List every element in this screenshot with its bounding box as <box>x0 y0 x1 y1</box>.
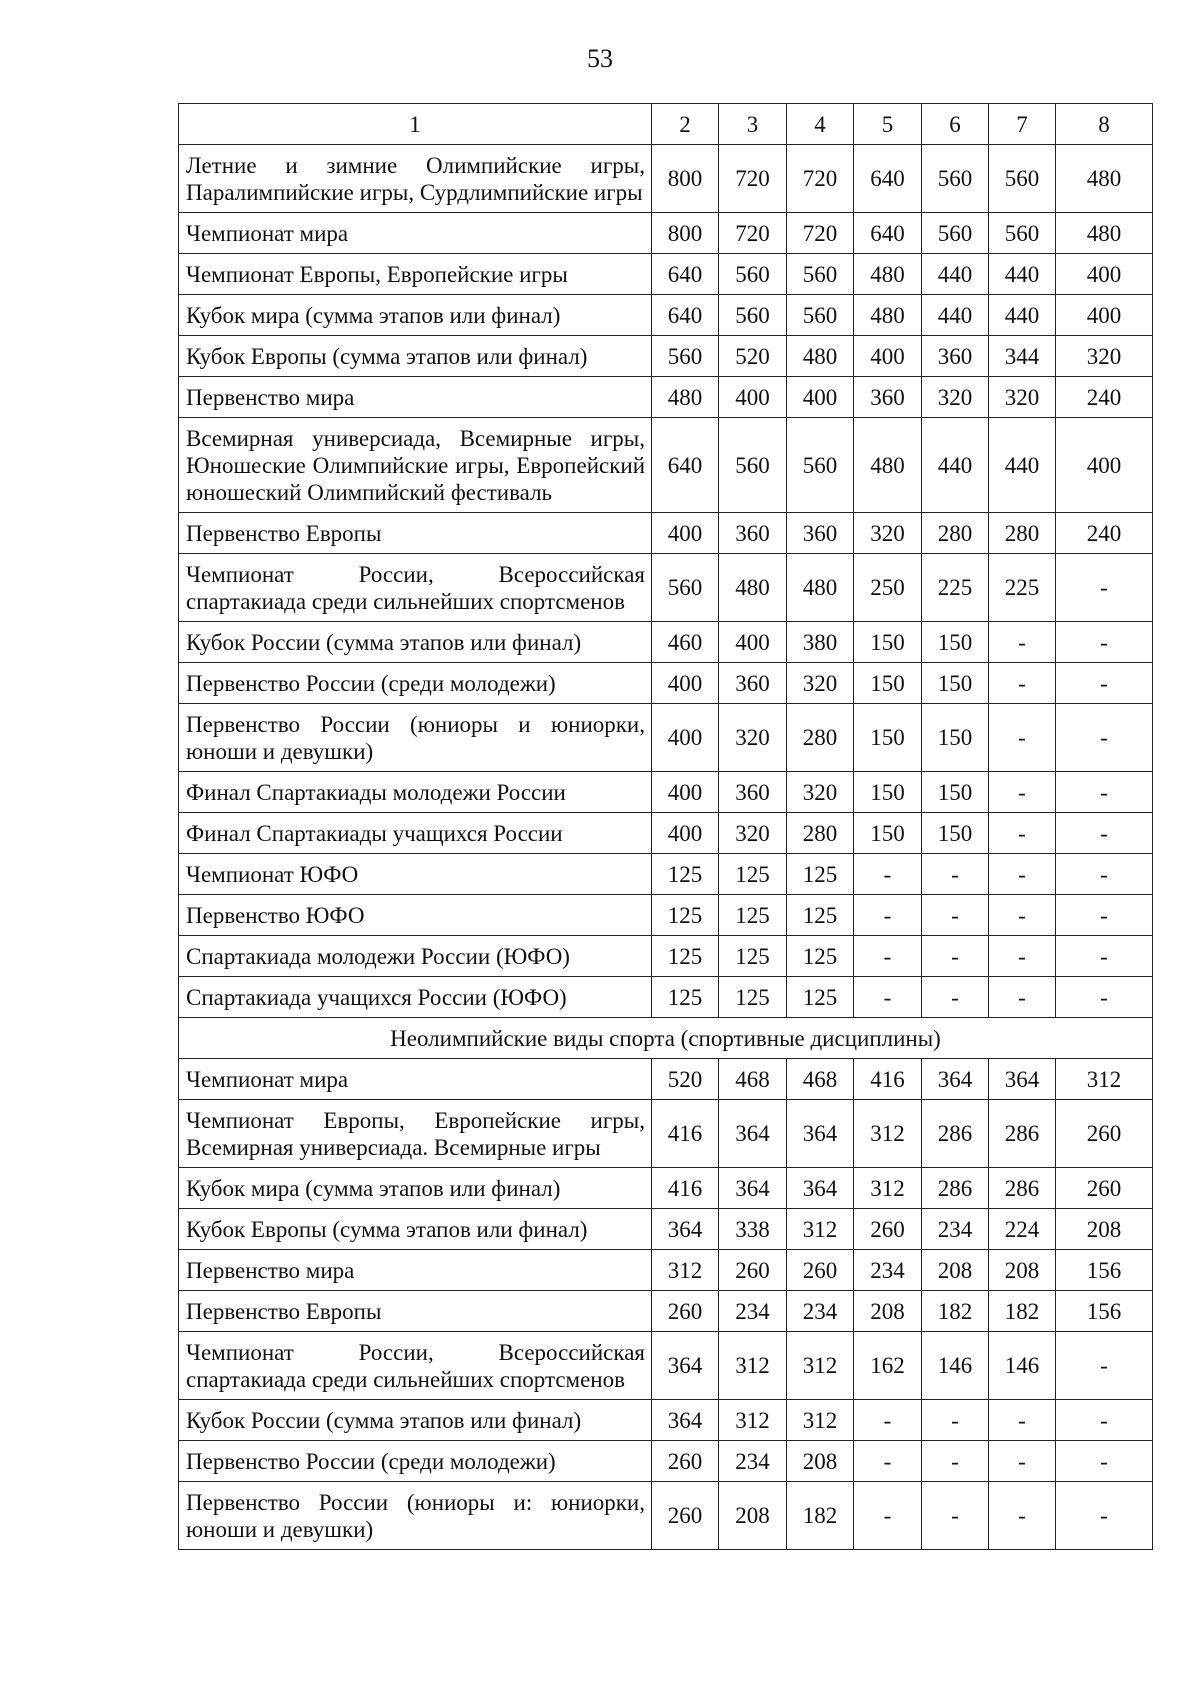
points-cell: 480 <box>854 418 922 513</box>
points-cell: 468 <box>719 1059 787 1100</box>
points-cell: 312 <box>787 1332 854 1400</box>
points-cell: 560 <box>989 145 1056 213</box>
points-cell: 312 <box>652 1250 719 1291</box>
points-cell: - <box>1056 622 1153 663</box>
points-cell: 234 <box>854 1250 922 1291</box>
points-cell: 640 <box>854 145 922 213</box>
points-cell: 320 <box>922 377 989 418</box>
points-cell: 146 <box>922 1332 989 1400</box>
competition-name: Спартакиада молодежи России (ЮФО) <box>179 936 652 977</box>
points-cell: 125 <box>719 854 787 895</box>
points-cell: 360 <box>719 513 787 554</box>
points-cell: 400 <box>652 704 719 772</box>
points-cell: 480 <box>719 554 787 622</box>
points-cell: 400 <box>1056 254 1153 295</box>
points-cell: - <box>922 936 989 977</box>
points-cell: 468 <box>787 1059 854 1100</box>
points-cell: 260 <box>1056 1100 1153 1168</box>
points-cell: 312 <box>854 1100 922 1168</box>
table-row <box>179 813 1153 854</box>
points-cell: 234 <box>787 1291 854 1332</box>
points-cell: 208 <box>989 1250 1056 1291</box>
points-cell: - <box>1056 772 1153 813</box>
points-cell: 440 <box>922 418 989 513</box>
points-cell: 360 <box>719 772 787 813</box>
points-cell: 520 <box>719 336 787 377</box>
table-row <box>179 336 1153 377</box>
points-cell: 320 <box>719 813 787 854</box>
table-row <box>179 254 1153 295</box>
points-cell: - <box>989 704 1056 772</box>
points-cell: 208 <box>787 1441 854 1482</box>
competition-name: Чемпионат Европы, Европейские игры, Всемирная универсиада. Всемирные игры <box>179 1100 652 1168</box>
points-cell: 312 <box>719 1332 787 1400</box>
table-row <box>179 1291 1153 1332</box>
table-row <box>179 1100 1153 1168</box>
points-cell: 125 <box>787 936 854 977</box>
points-cell: 480 <box>854 295 922 336</box>
table-row <box>179 377 1153 418</box>
points-cell: - <box>1056 1400 1153 1441</box>
points-cell: 225 <box>989 554 1056 622</box>
points-cell: 364 <box>719 1168 787 1209</box>
points-cell: 400 <box>652 513 719 554</box>
points-cell: 224 <box>989 1209 1056 1250</box>
points-cell: 125 <box>719 936 787 977</box>
points-cell: 416 <box>652 1100 719 1168</box>
points-cell: 320 <box>854 513 922 554</box>
table-row <box>179 513 1153 554</box>
points-cell: 560 <box>719 418 787 513</box>
points-cell: 560 <box>719 295 787 336</box>
points-cell: 156 <box>1056 1250 1153 1291</box>
points-cell: 150 <box>922 622 989 663</box>
points-cell: 312 <box>787 1209 854 1250</box>
competition-name: Чемпионат мира <box>179 1059 652 1100</box>
points-cell: 146 <box>989 1332 1056 1400</box>
points-cell: 560 <box>787 295 854 336</box>
points-cell: 480 <box>1056 145 1153 213</box>
points-cell: 480 <box>854 254 922 295</box>
table-row <box>179 295 1153 336</box>
table-row <box>179 895 1153 936</box>
points-cell: - <box>854 895 922 936</box>
table-row <box>179 1059 1153 1100</box>
column-header: 7 <box>989 104 1056 145</box>
competition-name: Кубок мира (сумма этапов или финал) <box>179 1168 652 1209</box>
points-cell: - <box>854 977 922 1018</box>
points-cell: 280 <box>922 513 989 554</box>
table-row <box>179 418 1153 513</box>
points-cell: 260 <box>1056 1168 1153 1209</box>
points-cell: 150 <box>854 663 922 704</box>
competition-name: Кубок Европы (сумма этапов или финал) <box>179 336 652 377</box>
points-cell: 640 <box>652 254 719 295</box>
table-row <box>179 663 1153 704</box>
table-row <box>179 145 1153 213</box>
points-cell: 400 <box>719 622 787 663</box>
points-cell: 260 <box>854 1209 922 1250</box>
points-cell: 208 <box>1056 1209 1153 1250</box>
points-cell: 338 <box>719 1209 787 1250</box>
competition-name: Кубок России (сумма этапов или финал) <box>179 622 652 663</box>
points-cell: - <box>922 1400 989 1441</box>
points-cell: 640 <box>652 295 719 336</box>
points-cell: 320 <box>989 377 1056 418</box>
points-cell: 560 <box>989 213 1056 254</box>
points-cell: 150 <box>922 772 989 813</box>
column-header: 6 <box>922 104 989 145</box>
competition-name: Чемпионат ЮФО <box>179 854 652 895</box>
points-cell: 400 <box>1056 418 1153 513</box>
points-cell: 364 <box>922 1059 989 1100</box>
points-cell: - <box>922 977 989 1018</box>
points-cell: 260 <box>652 1482 719 1550</box>
points-cell: - <box>1056 813 1153 854</box>
points-cell: 364 <box>652 1332 719 1400</box>
points-cell: 182 <box>787 1482 854 1550</box>
points-table <box>178 103 1153 1550</box>
column-header: 2 <box>652 104 719 145</box>
points-cell: - <box>989 895 1056 936</box>
points-cell: 125 <box>719 977 787 1018</box>
points-cell: 640 <box>854 213 922 254</box>
points-cell: 400 <box>652 772 719 813</box>
points-cell: - <box>1056 895 1153 936</box>
points-cell: 480 <box>787 336 854 377</box>
points-cell: - <box>922 1441 989 1482</box>
points-cell: 480 <box>652 377 719 418</box>
points-cell: 125 <box>787 854 854 895</box>
points-cell: - <box>989 936 1056 977</box>
column-header: 8 <box>1056 104 1153 145</box>
points-cell: 280 <box>787 704 854 772</box>
points-cell: 480 <box>787 554 854 622</box>
points-cell: 260 <box>719 1250 787 1291</box>
points-cell: 150 <box>922 663 989 704</box>
points-cell: - <box>989 663 1056 704</box>
points-cell: 286 <box>989 1100 1056 1168</box>
points-cell: - <box>854 1441 922 1482</box>
points-cell: - <box>1056 554 1153 622</box>
points-cell: - <box>989 1482 1056 1550</box>
points-cell: - <box>1056 1441 1153 1482</box>
points-cell: 364 <box>787 1100 854 1168</box>
points-cell: - <box>1056 854 1153 895</box>
points-cell: 440 <box>989 418 1056 513</box>
points-cell: 560 <box>787 418 854 513</box>
points-cell: - <box>1056 936 1153 977</box>
points-cell: - <box>922 1482 989 1550</box>
table-row <box>179 1482 1153 1550</box>
points-cell: 162 <box>854 1332 922 1400</box>
competition-name: Первенство России (юниоры и юниорки, юноши и девушки) <box>179 704 652 772</box>
points-cell: 225 <box>922 554 989 622</box>
points-cell: - <box>1056 977 1153 1018</box>
competition-name: Финал Спартакиады учащихся России <box>179 813 652 854</box>
points-cell: - <box>854 1400 922 1441</box>
points-cell: 720 <box>719 145 787 213</box>
points-cell: 312 <box>787 1400 854 1441</box>
points-cell: 720 <box>787 213 854 254</box>
table-row <box>179 554 1153 622</box>
points-cell: 234 <box>719 1291 787 1332</box>
points-cell: 280 <box>989 513 1056 554</box>
points-cell: - <box>989 977 1056 1018</box>
competition-name: Чемпионат Европы, Европейские игры <box>179 254 652 295</box>
points-cell: 150 <box>922 704 989 772</box>
column-header: 5 <box>854 104 922 145</box>
points-cell: 260 <box>652 1441 719 1482</box>
points-cell: 250 <box>854 554 922 622</box>
points-cell: - <box>922 895 989 936</box>
points-cell: 364 <box>989 1059 1056 1100</box>
points-cell: - <box>854 1482 922 1550</box>
points-cell: 440 <box>989 254 1056 295</box>
points-cell: 364 <box>652 1209 719 1250</box>
points-cell: 320 <box>719 704 787 772</box>
points-cell: 312 <box>854 1168 922 1209</box>
points-cell: - <box>989 1441 1056 1482</box>
points-cell: 260 <box>652 1291 719 1332</box>
table-row <box>179 1332 1153 1400</box>
section-title: Неолимпийские виды спорта (спортивные дисциплины) <box>179 1018 1153 1059</box>
points-cell: 480 <box>1056 213 1153 254</box>
table-row <box>179 1168 1153 1209</box>
points-cell: 286 <box>922 1100 989 1168</box>
points-cell: 560 <box>652 554 719 622</box>
points-cell: - <box>1056 704 1153 772</box>
table-row <box>179 1250 1153 1291</box>
table-row <box>179 1441 1153 1482</box>
table-row <box>179 854 1153 895</box>
points-cell: 400 <box>719 377 787 418</box>
points-cell: 400 <box>787 377 854 418</box>
points-cell: 400 <box>652 813 719 854</box>
points-cell: 320 <box>787 772 854 813</box>
competition-name: Кубок России (сумма этапов или финал) <box>179 1400 652 1441</box>
points-cell: 364 <box>719 1100 787 1168</box>
points-cell: 400 <box>854 336 922 377</box>
points-cell: 156 <box>1056 1291 1153 1332</box>
points-cell: - <box>854 854 922 895</box>
points-cell: 360 <box>922 336 989 377</box>
points-cell: 234 <box>922 1209 989 1250</box>
competition-name: Первенство мира <box>179 377 652 418</box>
points-cell: 364 <box>652 1400 719 1441</box>
section-row <box>179 1018 1153 1059</box>
column-header: 3 <box>719 104 787 145</box>
points-cell: 320 <box>787 663 854 704</box>
points-cell: 182 <box>922 1291 989 1332</box>
points-cell: 380 <box>787 622 854 663</box>
competition-name: Чемпионат России, Всероссийская спартакиада среди сильнейших спортсменов <box>179 554 652 622</box>
points-cell: 360 <box>787 513 854 554</box>
points-cell: 520 <box>652 1059 719 1100</box>
points-cell: 440 <box>922 295 989 336</box>
competition-name: Первенство России (юниоры и: юниорки, юноши и девушки) <box>179 1482 652 1550</box>
points-cell: - <box>989 622 1056 663</box>
competition-name: Всемирная универсиада, Всемирные игры, Юношеские Олимпийские игры, Европейский юношеский Олимпийский фестиваль <box>179 418 652 513</box>
points-cell: 440 <box>989 295 1056 336</box>
points-cell: 125 <box>652 977 719 1018</box>
points-cell: 125 <box>719 895 787 936</box>
points-cell: - <box>1056 1482 1153 1550</box>
points-cell: 416 <box>854 1059 922 1100</box>
points-cell: 560 <box>922 145 989 213</box>
points-cell: - <box>989 1400 1056 1441</box>
points-cell: 125 <box>652 895 719 936</box>
table-row <box>179 1400 1153 1441</box>
points-cell: 400 <box>1056 295 1153 336</box>
points-cell: 800 <box>652 145 719 213</box>
competition-name: Чемпионат мира <box>179 213 652 254</box>
points-cell: 150 <box>922 813 989 854</box>
points-cell: - <box>1056 1332 1153 1400</box>
points-cell: 312 <box>1056 1059 1153 1100</box>
competition-name: Первенство Европы <box>179 513 652 554</box>
competition-name: Чемпионат России, Всероссийская спартакиада среди сильнейших спортсменов <box>179 1332 652 1400</box>
points-cell: - <box>989 854 1056 895</box>
header-row <box>179 104 1153 145</box>
points-cell: 364 <box>787 1168 854 1209</box>
points-cell: 125 <box>787 977 854 1018</box>
points-cell: 286 <box>922 1168 989 1209</box>
points-cell: 360 <box>854 377 922 418</box>
points-cell: 640 <box>652 418 719 513</box>
points-cell: 125 <box>652 854 719 895</box>
points-cell: - <box>854 936 922 977</box>
table-row <box>179 1209 1153 1250</box>
points-cell: 182 <box>989 1291 1056 1332</box>
competition-name: Финал Спартакиады молодежи России <box>179 772 652 813</box>
points-cell: 360 <box>719 663 787 704</box>
points-cell: 260 <box>787 1250 854 1291</box>
points-cell: 150 <box>854 704 922 772</box>
points-cell: 720 <box>787 145 854 213</box>
competition-name: Спартакиада учащихся России (ЮФО) <box>179 977 652 1018</box>
points-cell: 560 <box>719 254 787 295</box>
competition-name: Первенство мира <box>179 1250 652 1291</box>
points-cell: 440 <box>922 254 989 295</box>
points-cell: - <box>989 772 1056 813</box>
competition-name: Первенство России (среди молодежи) <box>179 663 652 704</box>
competition-name: Первенство ЮФО <box>179 895 652 936</box>
table-row <box>179 213 1153 254</box>
points-cell: 416 <box>652 1168 719 1209</box>
points-cell: 560 <box>787 254 854 295</box>
points-cell: 312 <box>719 1400 787 1441</box>
points-cell: 800 <box>652 213 719 254</box>
competition-name: Кубок Европы (сумма этапов или финал) <box>179 1209 652 1250</box>
points-cell: 240 <box>1056 377 1153 418</box>
points-cell: 234 <box>719 1441 787 1482</box>
points-cell: 240 <box>1056 513 1153 554</box>
points-cell: 125 <box>787 895 854 936</box>
competition-name: Первенство России (среди молодежи) <box>179 1441 652 1482</box>
column-header: 1 <box>179 104 652 145</box>
points-cell: 150 <box>854 622 922 663</box>
points-cell: - <box>922 854 989 895</box>
points-cell: - <box>989 813 1056 854</box>
points-cell: 560 <box>652 336 719 377</box>
points-cell: 560 <box>922 213 989 254</box>
table-row <box>179 977 1153 1018</box>
points-cell: 208 <box>719 1482 787 1550</box>
points-cell: 344 <box>989 336 1056 377</box>
points-cell: 208 <box>922 1250 989 1291</box>
table-row <box>179 622 1153 663</box>
competition-name: Первенство Европы <box>179 1291 652 1332</box>
competition-name: Кубок мира (сумма этапов или финал) <box>179 295 652 336</box>
points-cell: 125 <box>652 936 719 977</box>
points-cell: 286 <box>989 1168 1056 1209</box>
points-cell: 208 <box>854 1291 922 1332</box>
competition-name: Летние и зимние Олимпийские игры, Паралимпийские игры, Сурдлимпийские игры <box>179 145 652 213</box>
points-cell: - <box>1056 663 1153 704</box>
points-cell: 400 <box>652 663 719 704</box>
page-number: 53 <box>587 44 613 73</box>
points-cell: 150 <box>854 772 922 813</box>
points-cell: 280 <box>787 813 854 854</box>
table-row <box>179 704 1153 772</box>
points-cell: 720 <box>719 213 787 254</box>
table-row <box>179 772 1153 813</box>
table-row <box>179 936 1153 977</box>
column-header: 4 <box>787 104 854 145</box>
points-cell: 460 <box>652 622 719 663</box>
points-cell: 150 <box>854 813 922 854</box>
points-cell: 320 <box>1056 336 1153 377</box>
